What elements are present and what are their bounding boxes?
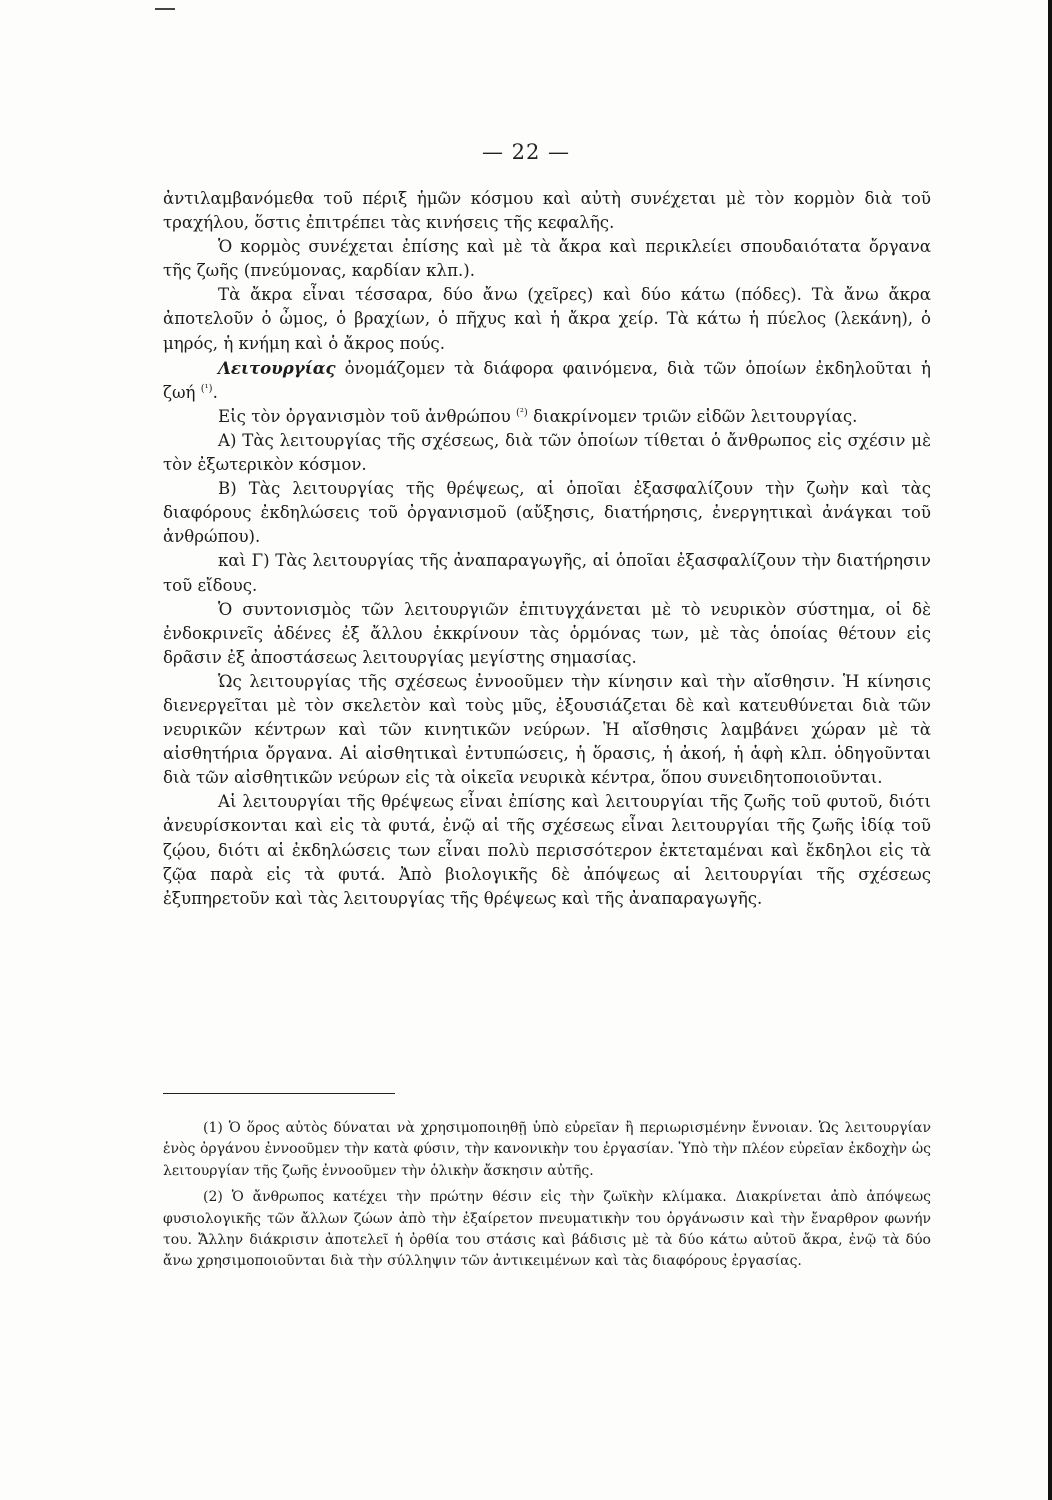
paragraph: Τὰ ἄκρα εἶναι τέσσαρα, δύο ἄνω (χεῖρες) καὶ δύο κάτω (πόδες). Τὰ ἄνω ἄκρα ἀποτελοῦν ὁ ὦμος, ὁ βραχίων, ὁ πῆχυς καὶ ἡ ἄκρα χείρ. Τὰ κάτω ἡ πύελος (λεκάνη), ὁ μηρός, ἡ κνήμη καὶ ὁ ἄκρος πούς. bbox=[163, 285, 931, 353]
paragraph: Ὁ κορμὸς συνέχεται ἐπίσης καὶ μὲ τὰ ἄκρα καὶ περικλείει σπουδαιότατα ὄργανα τῆς ζωῆς (πνεύμονας, καρδίαν κλπ.). bbox=[163, 237, 931, 281]
footnote-divider bbox=[163, 1093, 395, 1094]
paragraph-text: διακρίνομεν τριῶν εἰδῶν λειτουργίας. bbox=[533, 406, 858, 426]
footnote: (2) Ὁ ἄνθρωπος κατέχει τὴν πρώτην θέσιν εἰς τὴν ζωϊκὴν κλίμακα. Διακρίνεται ἀπὸ ἀπόψεως φυσιολογικῆς τῶν ἄλλων ζώων ἀπὸ τὴν ἐξαίρετον πνευματικὴν του ὀργάνωσιν καὶ τὴν ἔναρθρον φωνήν του. Ἄλλην διάκρισιν ἀποτελεῖ ἡ ὀρθία του στάσις καὶ βάδισις μὲ τὰ δύο κάτω αὐτοῦ ἄκρα, ἐνῷ τὰ δύο ἄνω χρησιμοποιοῦνται διὰ τὴν σύλληψιν τῶν ἀντικειμένων καὶ τὰς διαφόρους ἐργασίας. bbox=[163, 1189, 931, 1270]
paragraph-text: ὀνομάζομεν τὰ διάφορα φαινόμενα, διὰ τῶν ὁποίων ἐκδηλοῦται ἡ ζωή bbox=[163, 358, 931, 402]
main-text bbox=[163, 187, 931, 911]
paragraph: Ὁ συντονισμὸς τῶν λειτουργιῶν ἐπιτυγχάνεται μὲ τὸ νευρικὸν σύστημα, οἱ δὲ ἐνδοκρινεῖς ἀδένες ἐξ ἄλλου ἐκκρίνουν τὰς ὁρμόνας των, μὲ τὰς ὁποίας θέτουν εἰς δρᾶσιν ἐξ ἀποστάσεως λειτουργίας μεγίστης σημασίας. bbox=[163, 599, 931, 667]
paragraph-end: . bbox=[212, 382, 218, 402]
footnote-ref: (¹) bbox=[200, 383, 213, 395]
paragraph: Α) Τὰς λειτουργίας τῆς σχέσεως, διὰ τῶν ὁποίων τίθεται ὁ ἄνθρωπος εἰς σχέσιν μὲ τὸν ἐξωτερικὸν κόσμον. bbox=[163, 430, 931, 475]
page-number: — 22 — bbox=[481, 140, 571, 164]
footnote: (1) Ὁ ὅρος αὐτὸς δύναται νὰ χρησιμοποιηθῇ ὑπὸ εὐρεῖαν ἢ περιωρισμένην ἔννοιαν. Ὡς λειτουργίαν ἑνὸς ὀργάνου ἐννοοῦμεν τὴν κατὰ φύσιν, τὴν κανονικὴν του ἐργασίαν. Ὑπὸ τὴν πλέον εὐρεῖαν ἐκδοχὴν ὡς λειτουργίαν τῆς ζωῆς ἐννοοῦμεν τὴν ὁλικὴν ἄσκησιν αὐτῆς. bbox=[163, 1120, 931, 1179]
paragraph-text: Εἰς τὸν ὀργανισμὸν τοῦ ἀνθρώπου bbox=[218, 406, 511, 426]
scan-mark bbox=[155, 8, 175, 10]
footnote-ref: (²) bbox=[516, 407, 528, 419]
paragraph: ἀντιλαμβανόμεθα τοῦ πέριξ ἡμῶν κόσμου καὶ αὐτὴ συνέχεται μὲ τὸν κορμὸν διὰ τοῦ τραχήλου, ὅστις ἐπιτρέπει τὰς κινήσεις τῆς κεφαλῆς. bbox=[163, 189, 931, 233]
footnotes bbox=[163, 1118, 931, 1278]
paragraph bbox=[163, 356, 931, 405]
defined-term: Λειτουργίας bbox=[218, 357, 336, 378]
paragraph: Ὡς λειτουργίας τῆς σχέσεως ἐννοοῦμεν τὴν κίνησιν καὶ τὴν αἴσθησιν. Ἡ κίνησις διενεργεῖται μὲ τὸν σκελετὸν καὶ τοὺς μῦς, ἐξουσιάζεται δὲ καὶ κατευθύνεται διὰ τῶν νευρικῶν κέντρων καὶ τῶν κινητικῶν νεύρων. Ἡ αἴσθησις λαμβάνει χώραν μὲ τὰ αἰσθητήρια ὄργανα. Αἱ αἰσθητικαὶ ἐντυπώσεις, ἡ ὅρασις, ἡ ἀκοή, ἡ ἁφὴ κλπ. ὁδηγοῦνται διὰ τῶν αἰσθητικῶν νεύρων εἰς τὰ οἰκεῖα νευρικὰ κέντρα, ὅπου συνειδητοποιοῦνται. bbox=[163, 671, 931, 788]
paragraph bbox=[163, 405, 931, 429]
paragraph: Αἱ λειτουργίαι τῆς θρέψεως εἶναι ἐπίσης καὶ λειτουργίαι τῆς ζωῆς τοῦ φυτοῦ, διότι ἀνευρίσκονται καὶ εἰς τὰ φυτά, ἐνῷ αἱ τῆς σχέσεως εἶναι λειτουργίαι τῆς ζωῆς ἰδίᾳ τοῦ ζῴου, διότι αἱ ἐκδηλώσεις των εἶναι πολὺ περισσότερον ἐκτεταμέναι καὶ ἔκδηλοι εἰς τὰ ζῷα παρὰ εἰς τὰ φυτά. Ἀπὸ βιολογικῆς δὲ ἀπόψεως αἱ λειτουργίαι τῆς σχέσεως ἐξυπηρετοῦν καὶ τὰς λειτουργίας τῆς θρέψεως καὶ τῆς ἀναπαραγωγῆς. bbox=[163, 792, 931, 908]
paragraph: καὶ Γ) Τὰς λειτουργίας τῆς ἀναπαραγωγῆς, αἱ ὁποῖαι ἐξασφαλίζουν τὴν διατήρησιν τοῦ εἴδους. bbox=[163, 551, 931, 595]
paragraph: Β) Τὰς λειτουργίας τῆς θρέψεως, αἱ ὁποῖαι ἐξασφαλίζουν τὴν ζωὴν καὶ τὰς διαφόρους ἐκδηλώσεις τοῦ ὀργανισμοῦ (αὔξησις, διατήρησις, ἐνεργητικαὶ ἀνάγκαι τοῦ ἀνθρώπου). bbox=[163, 479, 931, 547]
scan-edge bbox=[1048, 0, 1052, 1500]
